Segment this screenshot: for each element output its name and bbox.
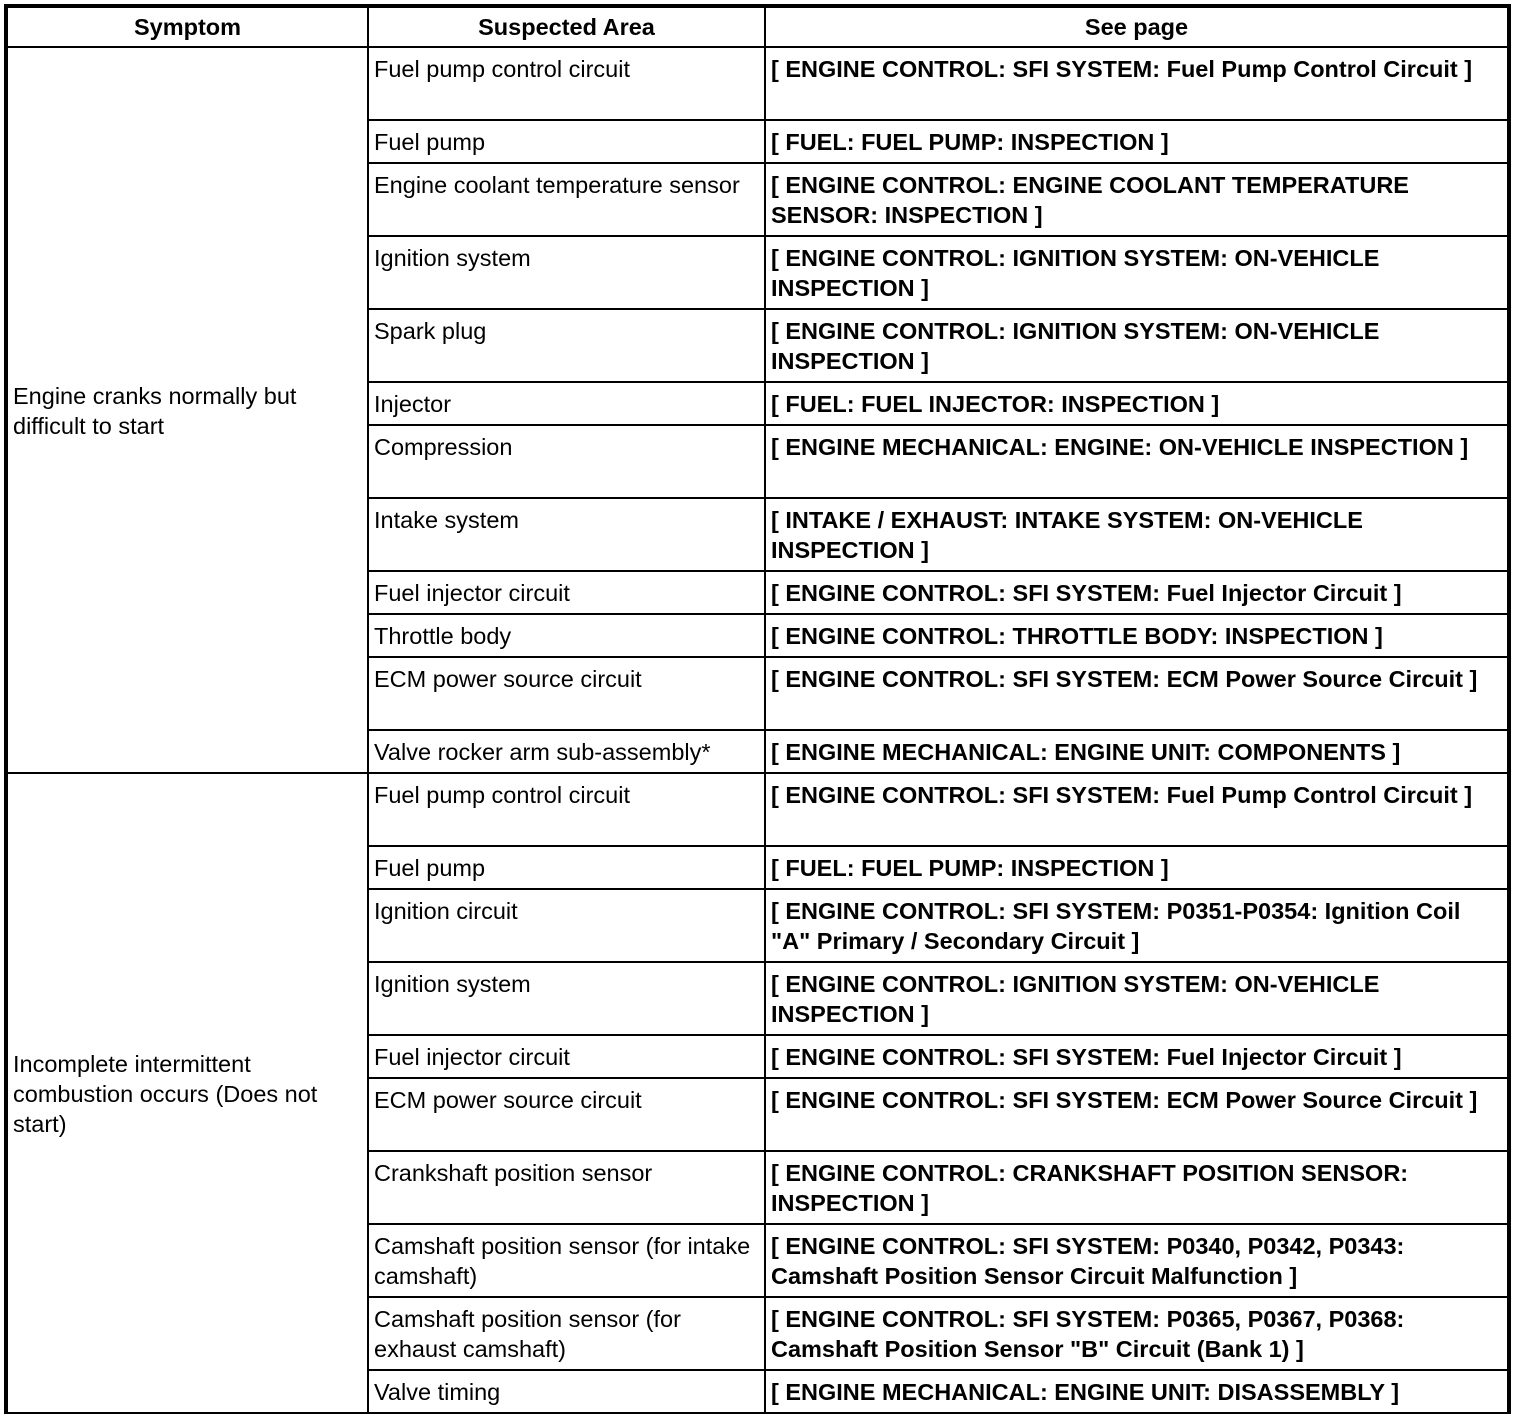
see-page-link[interactable]: [ FUEL: FUEL PUMP: INSPECTION ] [765, 846, 1508, 889]
see-page-link[interactable]: [ ENGINE CONTROL: IGNITION SYSTEM: ON-VEHICLE INSPECTION ] [765, 962, 1508, 1035]
symptom-cell: Engine cranks normally but difficult to start [7, 47, 368, 773]
suspected-area-cell: Fuel injector circuit [368, 1035, 765, 1078]
see-page-link[interactable]: [ ENGINE CONTROL: IGNITION SYSTEM: ON-VEHICLE INSPECTION ] [765, 236, 1508, 309]
suspected-area-cell: Valve timing [368, 1370, 765, 1413]
suspected-area-cell: Engine coolant temperature sensor [368, 163, 765, 236]
suspected-area-cell: ECM power source circuit [368, 1078, 765, 1151]
see-page-link[interactable]: [ ENGINE MECHANICAL: ENGINE UNIT: DISASSEMBLY ] [765, 1370, 1508, 1413]
suspected-area-cell: Crankshaft position sensor [368, 1151, 765, 1224]
see-page-link[interactable]: [ ENGINE CONTROL: SFI SYSTEM: ECM Power Source Circuit ] [765, 657, 1508, 730]
see-page-link[interactable]: [ ENGINE CONTROL: CRANKSHAFT POSITION SENSOR: INSPECTION ] [765, 1151, 1508, 1224]
header-see-page: See page [765, 7, 1508, 47]
suspected-area-cell: Fuel pump [368, 846, 765, 889]
suspected-area-cell: Fuel pump control circuit [368, 773, 765, 846]
symptom-cell: Incomplete intermittent combustion occurs (Does not start) [7, 773, 368, 1413]
suspected-area-cell: Ignition system [368, 236, 765, 309]
see-page-link[interactable]: [ ENGINE CONTROL: SFI SYSTEM: P0365, P0367, P0368: Camshaft Position Sensor "B" Circuit (Bank 1) ] [765, 1297, 1508, 1370]
suspected-area-cell: ECM power source circuit [368, 657, 765, 730]
see-page-link[interactable]: [ ENGINE CONTROL: SFI SYSTEM: Fuel Injector Circuit ] [765, 571, 1508, 614]
suspected-area-cell: Ignition system [368, 962, 765, 1035]
see-page-link[interactable]: [ ENGINE CONTROL: THROTTLE BODY: INSPECTION ] [765, 614, 1508, 657]
troubleshooting-table [6, 6, 1509, 1414]
suspected-area-cell: Valve rocker arm sub-assembly* [368, 730, 765, 773]
suspected-area-cell: Camshaft position sensor (for exhaust camshaft) [368, 1297, 765, 1370]
suspected-area-cell: Ignition circuit [368, 889, 765, 962]
header-symptom: Symptom [7, 7, 368, 47]
see-page-link[interactable]: [ ENGINE MECHANICAL: ENGINE UNIT: COMPONENTS ] [765, 730, 1508, 773]
see-page-link[interactable]: [ ENGINE CONTROL: ENGINE COOLANT TEMPERATURE SENSOR: INSPECTION ] [765, 163, 1508, 236]
see-page-link[interactable]: [ FUEL: FUEL INJECTOR: INSPECTION ] [765, 382, 1508, 425]
see-page-link[interactable]: [ ENGINE CONTROL: SFI SYSTEM: Fuel Pump Control Circuit ] [765, 773, 1508, 846]
table-row [7, 773, 1508, 846]
see-page-link[interactable]: [ ENGINE MECHANICAL: ENGINE: ON-VEHICLE INSPECTION ] [765, 425, 1508, 498]
table-row [7, 47, 1508, 120]
suspected-area-cell: Injector [368, 382, 765, 425]
suspected-area-cell: Camshaft position sensor (for intake camshaft) [368, 1224, 765, 1297]
suspected-area-cell: Intake system [368, 498, 765, 571]
see-page-link[interactable]: [ ENGINE CONTROL: SFI SYSTEM: Fuel Injector Circuit ] [765, 1035, 1508, 1078]
see-page-link[interactable]: [ ENGINE CONTROL: SFI SYSTEM: P0340, P0342, P0343: Camshaft Position Sensor Circuit Malfunction ] [765, 1224, 1508, 1297]
header-row [7, 7, 1508, 47]
see-page-link[interactable]: [ ENGINE CONTROL: SFI SYSTEM: Fuel Pump Control Circuit ] [765, 47, 1508, 120]
see-page-link[interactable]: [ ENGINE CONTROL: SFI SYSTEM: ECM Power Source Circuit ] [765, 1078, 1508, 1151]
see-page-link[interactable]: [ ENGINE CONTROL: IGNITION SYSTEM: ON-VEHICLE INSPECTION ] [765, 309, 1508, 382]
suspected-area-cell: Compression [368, 425, 765, 498]
suspected-area-cell: Fuel injector circuit [368, 571, 765, 614]
see-page-link[interactable]: [ INTAKE / EXHAUST: INTAKE SYSTEM: ON-VEHICLE INSPECTION ] [765, 498, 1508, 571]
see-page-link[interactable]: [ FUEL: FUEL PUMP: INSPECTION ] [765, 120, 1508, 163]
suspected-area-cell: Spark plug [368, 309, 765, 382]
suspected-area-cell: Throttle body [368, 614, 765, 657]
see-page-link[interactable]: [ ENGINE CONTROL: SFI SYSTEM: P0351-P0354: Ignition Coil "A" Primary / Secondary Circuit ] [765, 889, 1508, 962]
header-suspected-area: Suspected Area [368, 7, 765, 47]
suspected-area-cell: Fuel pump control circuit [368, 47, 765, 120]
suspected-area-cell: Fuel pump [368, 120, 765, 163]
